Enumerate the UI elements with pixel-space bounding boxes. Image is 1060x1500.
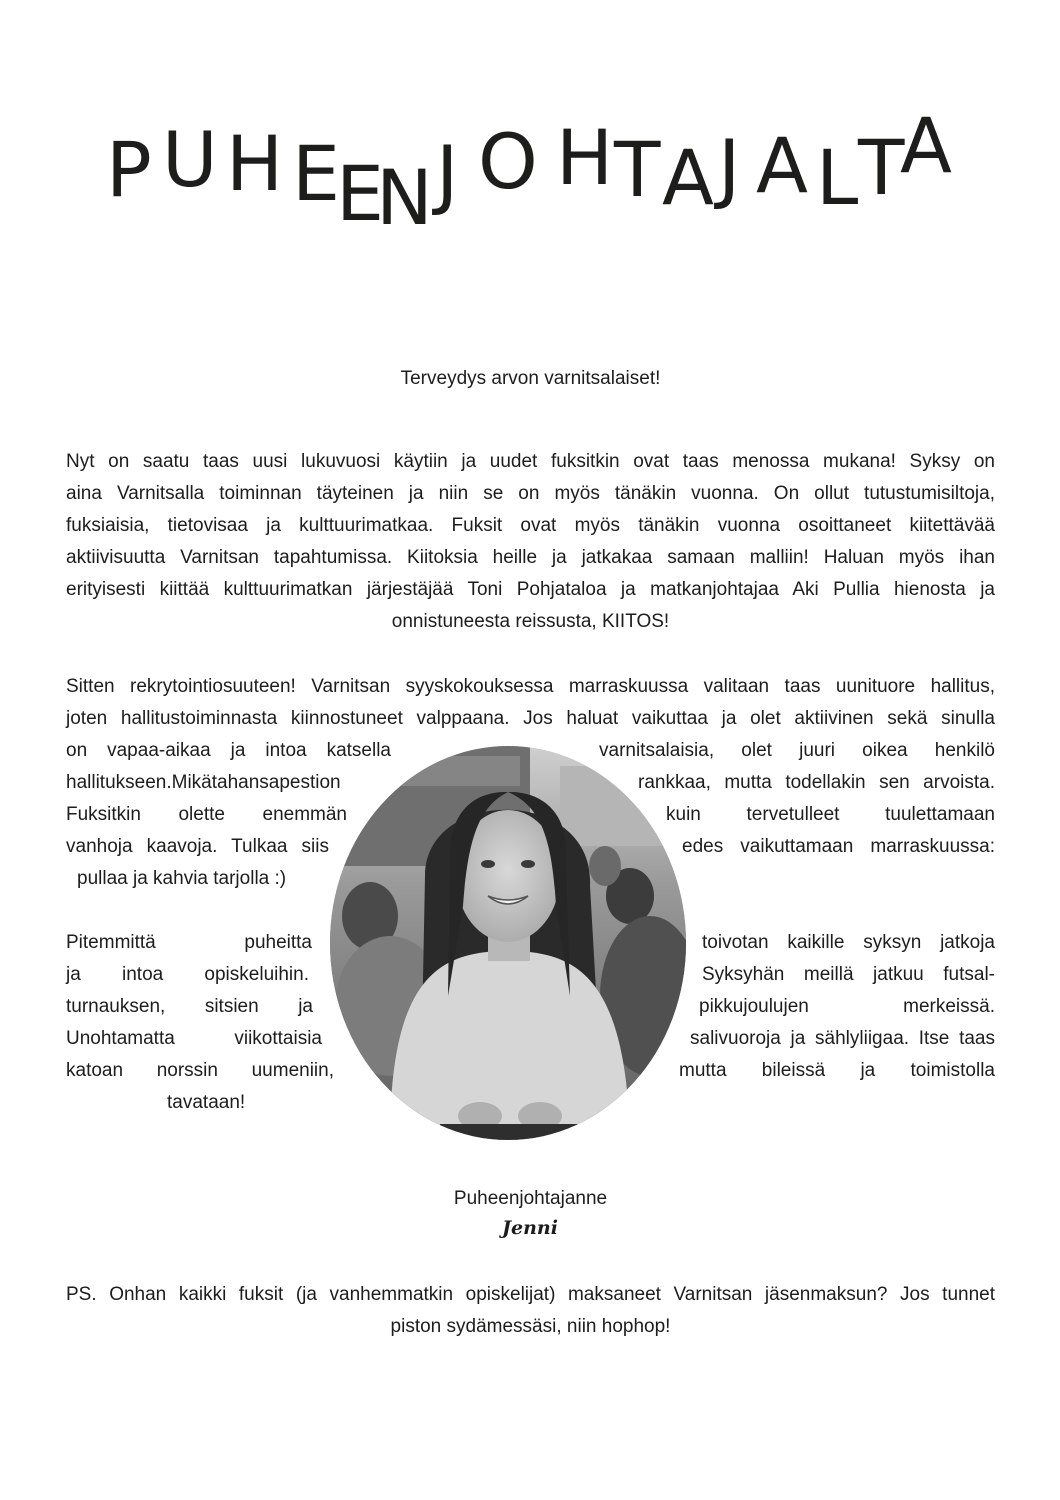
paragraph-line: onnistuneesta reissusta, KIITOS! <box>391 611 670 632</box>
closing-text: Puheenjohtajanne <box>453 1188 608 1209</box>
paragraph-line-left: Pitemmittä puheitta <box>66 932 312 953</box>
title-letter: E <box>336 149 385 238</box>
title-letter: P <box>106 125 152 214</box>
paragraph-line-right: rankkaa, mutta todellakin sen arvoista. <box>638 772 995 793</box>
title-letter: E <box>292 129 341 218</box>
title-letter: A <box>662 133 714 222</box>
title-letter: A <box>756 121 808 210</box>
signature: Jenni <box>502 1217 558 1239</box>
paragraph-line: aina Varnitsalla toiminnan täyteinen ja niin se on myös tänäkin vuonna. On ollut tutustumisiltoja, <box>66 483 995 504</box>
paragraph-line: aktiivisuutta Varnitsan tapahtumissa. Kiitoksia heille ja jatkakaa samaan malliin! Haluan myös ihan <box>66 547 995 568</box>
title-letter: A <box>900 101 952 190</box>
paragraph-line-right: Syksyhän meillä jatkuu futsal- <box>702 964 995 985</box>
paragraph-line-right: edes vaikuttamaan marraskuussa: <box>682 836 995 857</box>
title-letter: J <box>436 129 459 218</box>
title-letter: U <box>162 115 218 204</box>
paragraph-line-left: katoan norssin uumeniin, <box>66 1060 334 1081</box>
paragraph-line-left: pullaa ja kahvia tarjolla :) <box>77 868 287 889</box>
paragraph-line-left: Fuksitkin olette enemmän <box>66 804 347 825</box>
paragraph-line-left: on vapaa-aikaa ja intoa katsella <box>66 740 391 761</box>
paragraph-line: erityisesti kiittää kulttuurimatkan järjestäjää Toni Pohjataloa ja matkanjohtajaa Aki Pullia hienosta ja <box>66 579 995 600</box>
paragraph-line-right: salivuoroja ja sählyliigaa. Itse taas <box>690 1028 995 1049</box>
paragraph-line: fuksiaisia, tietovisaa ja kulttuurimatkaa. Fuksit ovat myös tänäkin vuonna osoittaneet kiitettävää <box>66 515 995 536</box>
paragraph-line-left: Unohtamatta viikottaisia <box>66 1028 322 1049</box>
paragraph-line-left: tavataan! <box>167 1092 246 1113</box>
title-letter: H <box>226 119 284 208</box>
postscript-line: piston sydämessäsi, niin hophop! <box>390 1316 671 1337</box>
title-letter: N <box>376 153 433 242</box>
title-letter: T <box>858 123 905 212</box>
title-letter: H <box>556 113 614 202</box>
paragraph-line-right: pikkujoulujen merkeissä. <box>699 996 995 1017</box>
paragraph-line-left: vanhoja kaavoja. Tulkaa siis <box>66 836 329 857</box>
paragraph-line-right: varnitsalaisia, olet juuri oikea henkilö <box>599 740 995 761</box>
paragraph-line-right: toivotan kaikille syksyn jatkoja <box>702 932 995 953</box>
postscript-line: PS. Onhan kaikki fuksit (ja vanhemmatkin opiskelijat) maksaneet Varnitsan jäsenmaksun? Jos tunnet <box>66 1284 995 1305</box>
paragraph-line-right: kuin tervetulleet tuulettamaan <box>666 804 995 825</box>
paragraph-line: Nyt on saatu taas uusi lukuvuosi käytiin ja uudet fuksitkin ovat taas menossa mukana! Syksy on <box>66 451 995 472</box>
paragraph-line-right: mutta bileissä ja toimistolla <box>679 1060 995 1081</box>
paragraph-line-left: ja intoa opiskeluihin. <box>66 964 309 985</box>
page-title <box>0 0 1060 260</box>
paragraph-line-left: hallitukseen.Mikätahansapestion <box>66 772 341 793</box>
paragraph-line: Sitten rekrytointiosuuteen! Varnitsan syyskokouksessa marraskuussa valitaan taas uunituore hallitus, <box>66 676 995 697</box>
paragraph-line: joten hallitustoiminnasta kiinnostuneet valppaana. Jos haluat vaikuttaa ja olet aktiivinen sekä sinulla <box>66 708 995 729</box>
greeting: Terveydys arvon varnitsalaiset! <box>400 368 661 389</box>
paragraph-line-left: turnauksen, sitsien ja <box>66 996 313 1017</box>
title-letter: L <box>816 133 859 222</box>
title-letter: O <box>478 117 538 206</box>
title-letter: T <box>614 125 661 214</box>
portrait-photo <box>330 746 686 1140</box>
title-letter: J <box>718 123 741 212</box>
